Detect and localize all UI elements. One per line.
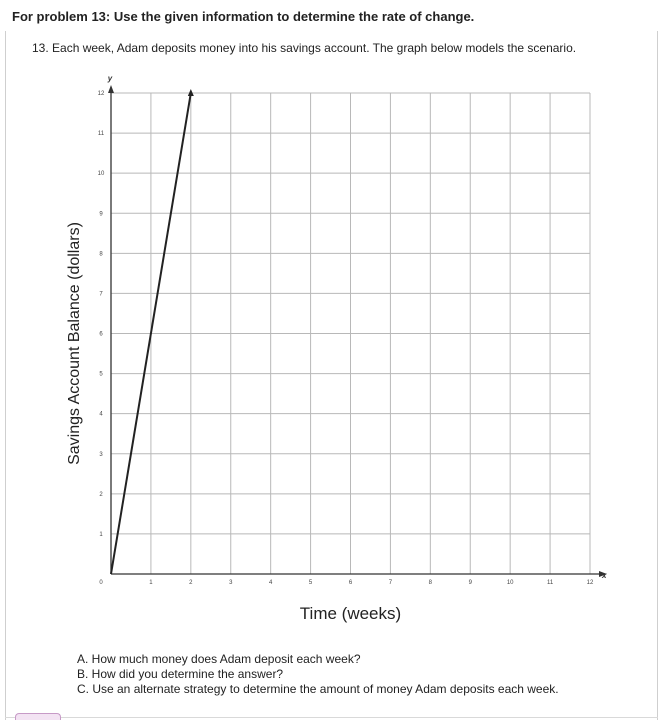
subquestion-c: C. Use an alternate strategy to determine the amount of money Adam deposits each week.	[77, 682, 559, 696]
bottom-tab[interactable]	[15, 713, 61, 720]
y-tick-label: 12	[97, 91, 105, 97]
y-tick-label: 5	[99, 371, 103, 378]
x-tick-label: 8	[428, 580, 433, 586]
x-tick-label: 11	[546, 580, 554, 586]
y-tick-label: 8	[99, 251, 103, 258]
y-axis-title: Savings Account Balance (dollars)	[66, 222, 83, 465]
y-tick-label: 6	[99, 331, 103, 338]
y-tick-label: 9	[99, 211, 103, 218]
x-tick-label: 3	[229, 580, 233, 586]
subquestion-a: A. How much money does Adam deposit each week?	[77, 652, 361, 666]
subquestion-b: B. How did you determine the answer?	[77, 667, 284, 681]
x-tick-label: 1	[149, 580, 153, 586]
x-tick-label: 4	[268, 580, 273, 586]
x-axis-letter: x	[602, 571, 607, 580]
y-tick-label: 4	[99, 411, 103, 418]
y-tick-label: 1	[99, 531, 103, 538]
x-tick-label: 0	[99, 580, 103, 586]
y-tick-label: 3	[99, 451, 103, 458]
x-tick-label: 6	[348, 580, 353, 586]
y-tick-label: 2	[99, 491, 103, 498]
y-axis-arrow	[108, 85, 114, 93]
x-tick-label: 9	[468, 580, 472, 586]
x-tick-label: 12	[586, 580, 594, 586]
y-tick-label: 11	[97, 131, 105, 138]
y-axis-letter: y	[107, 74, 113, 83]
x-tick-label: 10	[506, 580, 514, 586]
bottom-divider	[5, 717, 658, 718]
x-tick-label: 2	[189, 580, 193, 586]
x-tick-label: 5	[308, 580, 313, 586]
x-tick-label: 7	[388, 580, 393, 586]
x-axis-title: Time (weeks)	[299, 604, 402, 623]
y-tick-label: 10	[97, 171, 105, 178]
question-text: 13. Each week, Adam deposits money into his savings account. The graph below models the scenario.	[32, 41, 577, 55]
problem-heading: For problem 13: Use the given information to determine the rate of change.	[12, 9, 475, 24]
y-tick-label: 7	[99, 291, 103, 298]
